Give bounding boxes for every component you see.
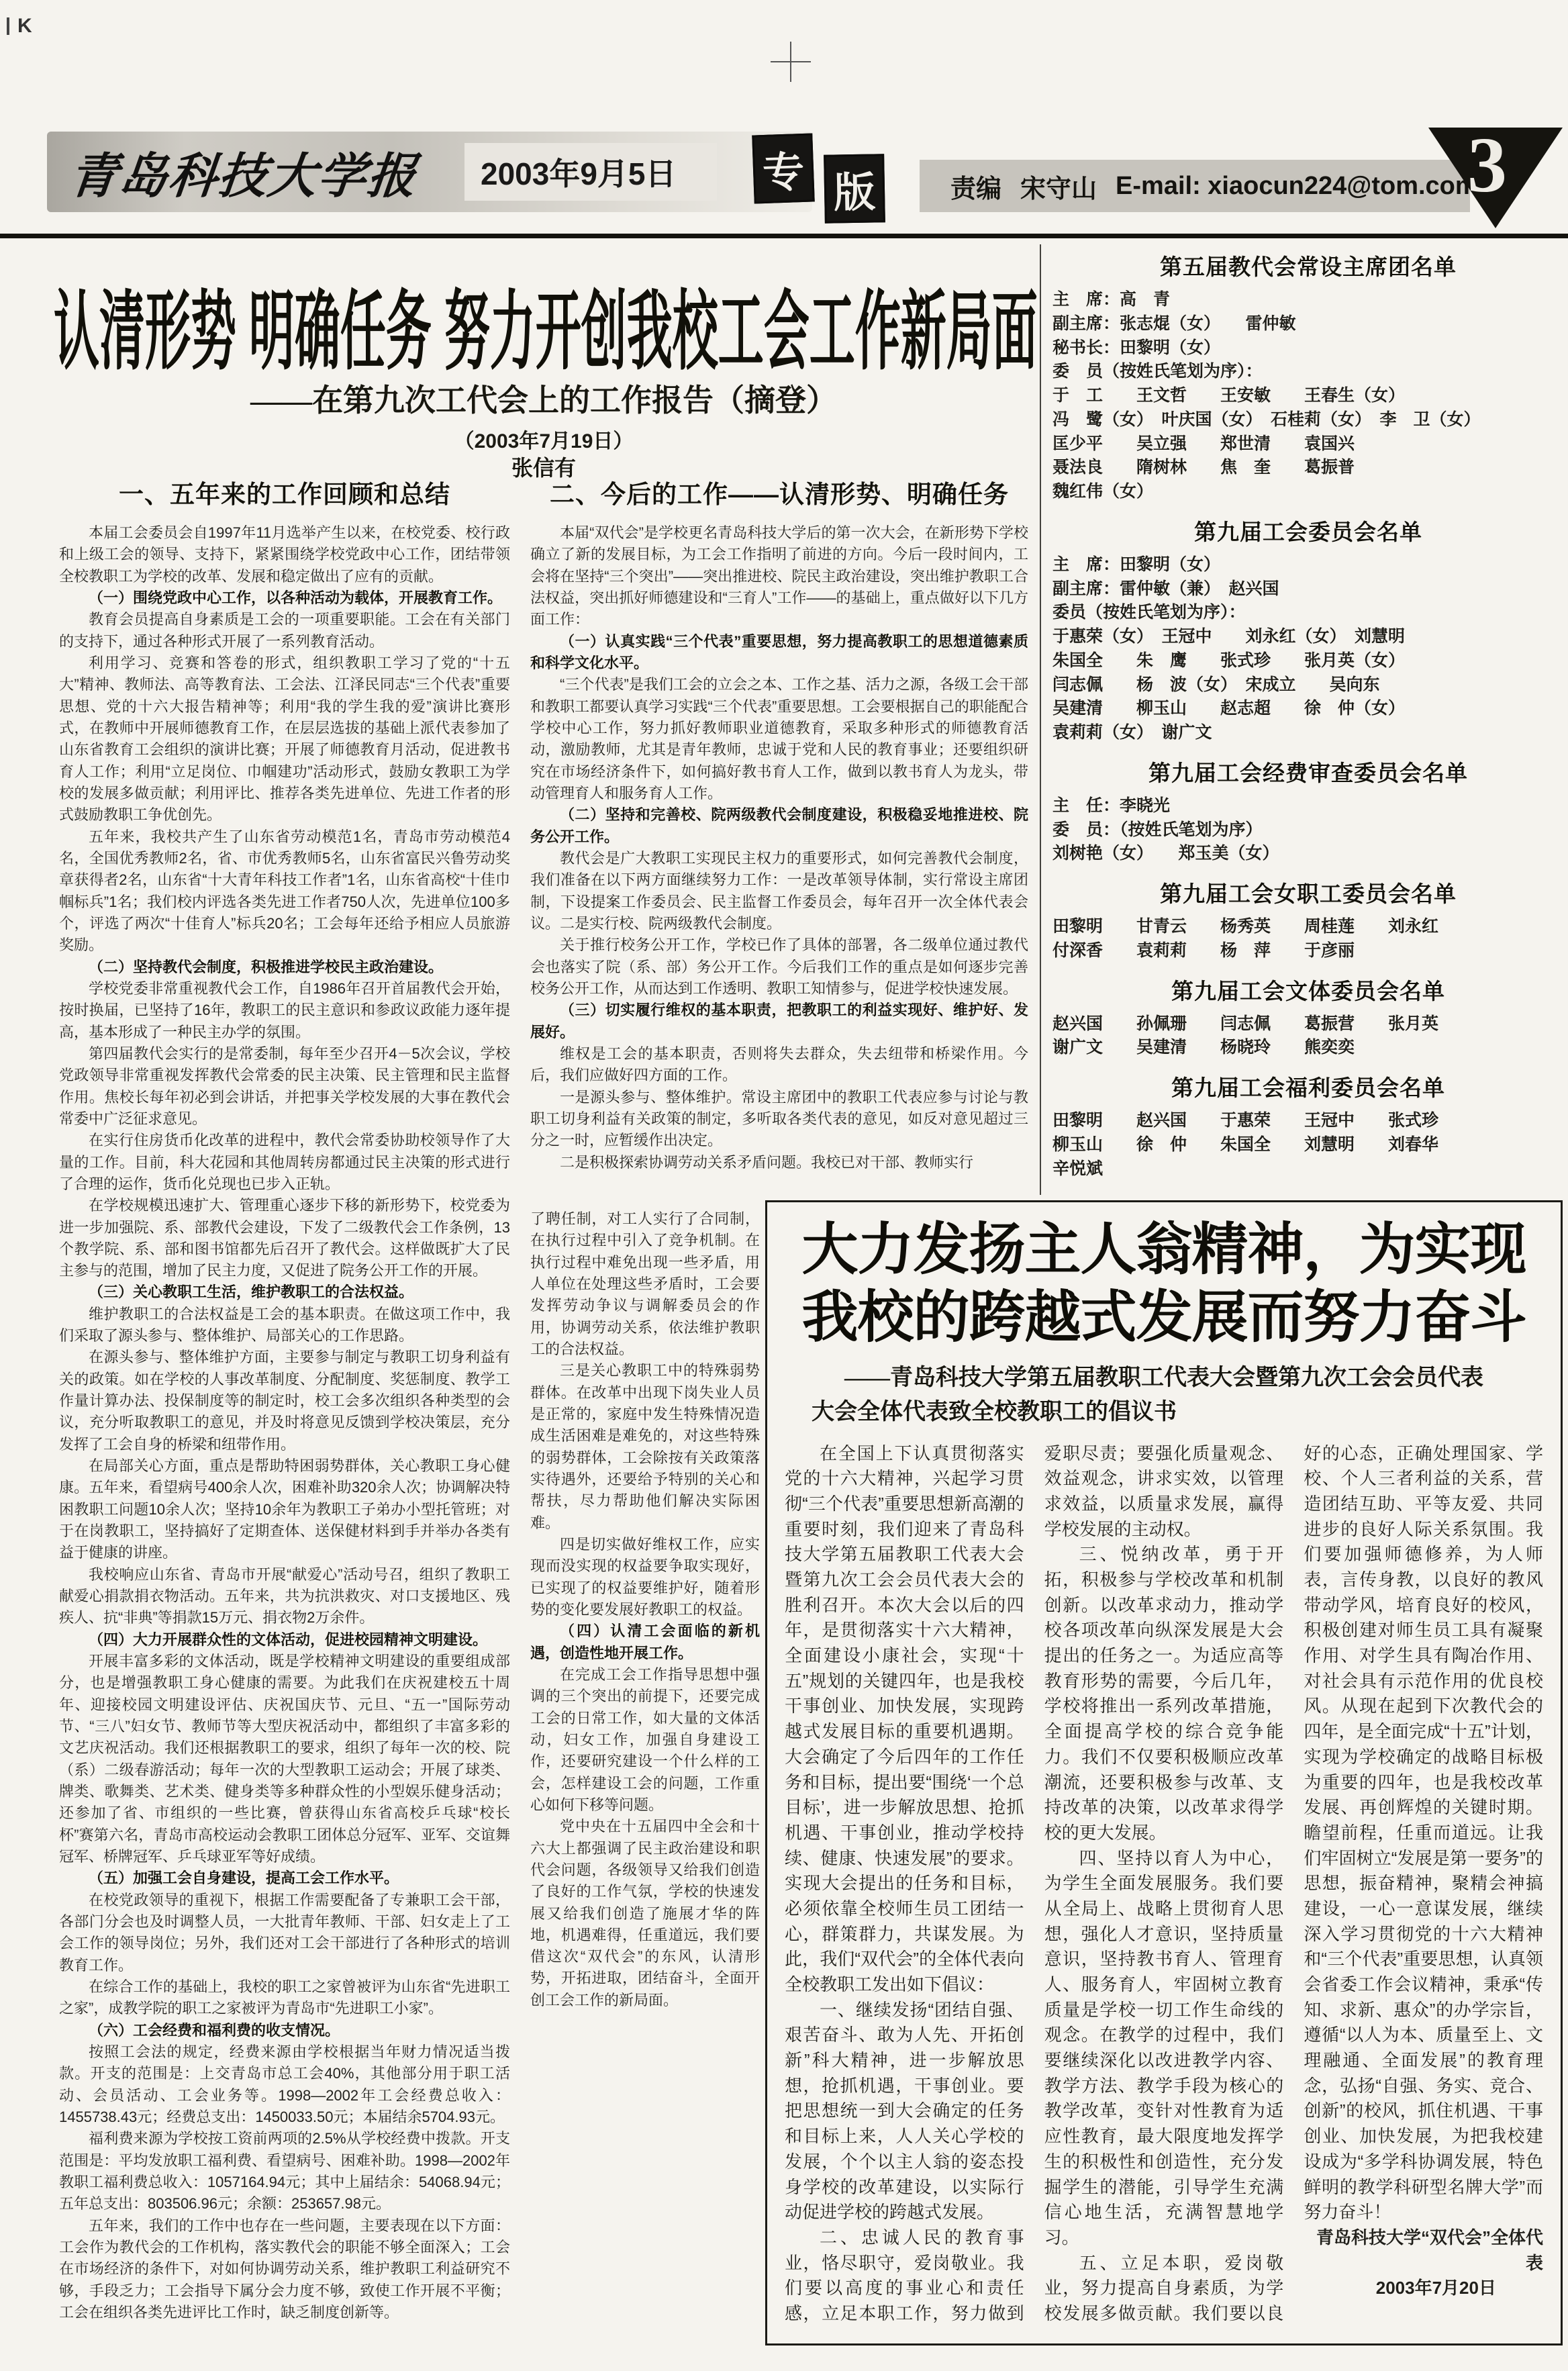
main-subtitle: ——在第九次工代会上的工作报告（摘登） [250, 383, 837, 418]
paragraph: 一、继续发扬“团结自强、艰苦奋斗、敢为人先、开拓创新”科大精神，进一步解放思想，抢抓机遇，干事创业。要把思想统一到大会确定的任务和目标上来，人人关心学校的发展，个个以主人翁的姿态投身学校的改革建设，以实际行动促进学校的跨越式发展。 [785, 1999, 1024, 2223]
committee-list-title: 第九届工会经费审查委员会名单 [1148, 760, 1468, 785]
committee-list-line: 主 席：田黎明（女） [1052, 555, 1221, 574]
issue-date: 2003年9月5日 [464, 143, 717, 201]
committee-list-line: 付深香 袁莉莉 杨 萍 于彦丽 [1052, 941, 1355, 960]
committee-list-line: 委 员（按姓氏笔划为序）： [1052, 362, 1263, 381]
paragraph: （四）大力开展群众性的文体活动，促进校园精神文明建设。 [89, 1631, 488, 1648]
paragraph: （三）切实履行维权的基本职责，把教职工的利益实现好、维护好、发展好。 [530, 1002, 1028, 1041]
committee-list [1052, 1071, 1564, 1181]
committee-list-line: 秘书长：田黎明（女） [1052, 338, 1221, 357]
main-headline: 认清形势 明确任务 努力开创我校工会工作新局面 [54, 283, 1038, 381]
edition-badge-zhuan: 专 [752, 133, 815, 203]
committee-list-line: 副主席：张志焜（女） 雷仲敏 [1052, 314, 1296, 333]
committee-list-line: 冯 鹭（女） 叶庆国（女） 石桂莉（女） 李 卫（女） [1052, 410, 1481, 429]
paragraph: 利用学习、竞赛和答卷的形式，组织教职工学习了党的“十五大”精神、教师法、高等教育法、工会法、江泽民同志“三个代表”重要思想、党的十六大报告精神等；利用“我的学生我的爱”演讲比赛形式，在教师中开展师德教育工作，在层层选拔的基础上派代表参加了山东省教育工会组织的演讲比赛；开展了师德教育月活动，促进教书育人工作；利用“立足岗位、巾帼建功”活动形式，鼓励女教职工为学校的发展多做贡献；利用评比、推荐各类先进单位、先进工作者的形式鼓励教职工争优创先。 [59, 654, 510, 824]
paragraph: （一）认真实践“三个代表”重要思想，努力提高教职工的思想道德素质和科学文化水平。 [530, 632, 1028, 671]
paragraph: （五）加强工会自身建设，提高工会工作水平。 [89, 1870, 399, 1887]
committee-list-line: 吴建清 柳玉山 赵志超 徐 仲（女） [1052, 699, 1406, 718]
paragraph: 关于推行校务公开工作，学校已作了具体的部署，各二级单位通过教代会也落实了院（系、部）务公开工作。今后我们工作的重点是如何逐步完善校务公开工作，从而达到工作透明、教职工知情参与，促进学校快速发展。 [530, 936, 1028, 997]
proposal-date: 2003年7月20日 [1375, 2278, 1496, 2299]
committee-list-line: 赵兴国 孙佩珊 闫志佩 葛振营 张月英 [1052, 1014, 1439, 1033]
paragraph: 四、坚持以育人为中心，为学生全面发展服务。我们要从全局上、战略上贯彻育人思想，强化人才意识，坚持质量意识，坚持教书育人、管理育人、服务育人，牢固树立教育质量是学校一切工作生命线的观念。在教学的过程中，我们要继续深化以改进教学内容、教学方法、教学手段为核心的教学改革，变针对性教育为适应性教育，最大限度地发挥学生的积极性和创造性，充分发掘学生的潜能，引导学生充满信心地生活，充满智慧地学习。 [1044, 1847, 1284, 2247]
paragraph: 党中央在十五届四中全会和十六大上都强调了民主政治建设和职代会问题，各级领导又给我们创造了良好的工作气氛，学校的快速发展又给我们创造了施展才华的阵地，机遇难得，任重道远，我们要借这次“双代会”的东风，认清形势，开拓进取，团结奋斗，全面开创工会工作的新局面。 [530, 1818, 760, 2009]
paragraph: （一）围绕党政中心工作，以各种活动为载体，开展教育工作。 [89, 589, 503, 606]
editor-line [920, 160, 1478, 212]
paragraph: 维权是工会的基本职责，否则将失去群众，失去纽带和桥梁作用。今后，我们应做好四方面的工作。 [530, 1045, 1028, 1084]
article-column-2-lower [530, 1208, 760, 2329]
committee-list-line: 聂法良 隋树林 焦 奎 葛振普 [1052, 458, 1355, 477]
paragraph: “三个代表”是我们工会的立会之本、工作之基、活力之源，各级工会干部和教职工都要认真学习实践“三个代表”重要思想。工会要根据自己的职能配合学校中心工作，努力抓好教师职业道德教育，采取多种形式的师德教育活动，激励教师，尤其是青年教师，忠诚于党和人民的教育事业；还要组织研究在市场经济条件下，如何搞好教书育人工作，做到以教书育人为龙头，带动管理育人和服务育人工作。 [530, 676, 1028, 802]
committee-list-line: 于 工 王文哲 王安敏 王春生（女） [1052, 387, 1406, 405]
committee-list-line: 主 席：高 青 [1052, 291, 1171, 309]
committee-lists-sidebar [1052, 239, 1564, 1192]
paragraph: 第四届教代会实行的是常委制，每年至少召开4－5次会议，学校党政领导非常重视发挥教代会常委的民主决策、民主管理和民主监督作用。焦校长每年初必到会讲话，并把事关学校发展的大事在教代会常委中广泛征求意见。 [59, 1045, 510, 1127]
paragraph: （四）认清工会面临的新机遇，创造性地开展工作。 [530, 1623, 760, 1661]
committee-list-line: 副主席：雷仲敏（兼） 赵兴国 [1052, 579, 1279, 598]
paragraph: 五年来，我们的工作中也存在一些问题，主要表现在以下方面：工会作为教代会的工作机构，落实教代会的职能不够全面深入；工会在市场经济的条件下，对如何协调劳动关系，维护教职工利益研究不够，手段乏力；工会指导下属分会力度不够，致使工作开展不平衡；工会在组织各类先进评比工作时，缺乏制度创新等。 [59, 2217, 510, 2321]
committee-list-line: 魏红伟（女） [1052, 483, 1154, 501]
proposal-subtitle [785, 1361, 1543, 1429]
committee-list [1052, 515, 1564, 745]
section2-body [530, 522, 1028, 1173]
committee-list-line: 委员（按姓氏笔划为序）： [1052, 603, 1246, 622]
section2-body-continued [530, 1208, 760, 2011]
proposal-subtitle-line1: ——青岛科技大学第五届教职工代表大会暨第九次工会会员代表 [844, 1365, 1483, 1390]
proposal-signature: 青岛科技大学“双代会”全体代表 [1316, 2227, 1543, 2273]
paragraph: 了聘任制，对工人实行了合同制，在执行过程中引入了竞争机制。在执行过程中难免出现一些矛盾，用人单位在处理这些矛盾时，工会要发挥劳动争议与调解委员会的作用，协调劳动关系，依法维护教职工的合法权益。 [530, 1210, 760, 1357]
paragraph: （二）坚持教代会制度，积极推进学校民主政治建设。 [89, 958, 444, 975]
committee-list-line: 闫志佩 杨 波（女） 宋成立 吴向东 [1052, 675, 1380, 694]
paragraph: 在源头参与、整体维护方面，主要参与制定与教职工切身利益有关的政策。如在学校的人事改革制度、分配制度、奖惩制度、教学工作量计算办法、投保制度等的制定时，校工会多次组织各种类型的会议，充分听取教职工的意见，并及时将意见反馈到学校决策层，充分发挥了工会自身的桥梁和纽带作用。 [59, 1349, 510, 1453]
paragraph: 在综合工作的基础上，我校的职工之家曾被评为山东省“先进职工之家”，成教学院的职工之家被评为青岛市“先进职工小家”。 [59, 1978, 510, 2017]
paragraph: 二、忠诚人民的教育事业，恪尽职守，爱岗敬业。我们要以高度的事业心和责任感，立足本职工作，努力做到爱职尽责；要强化质量观念、效益观念，讲求实效，以管理求效益，以质量求发展，赢得学校发展的主动权。 [785, 1443, 1284, 2323]
paragraph: 学校党委非常重视教代会工作，自1986年召开首届教代会开始，按时换届，已坚持了16年，教职工的民主意识和参政议政能力逐年提高，基本形成了一种民主办学的氛围。 [59, 979, 510, 1041]
paragraph: 在全国上下认真贯彻落实党的十六大精神，兴起学习贯彻“三个代表”重要思想新高潮的重要时刻，我们迎来了青岛科技大学第五届教职工代表大会暨第九次工会会员代表大会的胜利召开。本次大会以后的四年，是贯彻落实十六大精神，全面建设小康社会，实现“十五”规划的关键四年，也是我校干事创业、加快发展，实现跨越式发展目标的重要机遇期。大会确定了今后四年的工作任务和目标，提出要“围绕‘一个总目标’，进一步解放思想、抢抓机遇、干事创业，推动学校持续、健康、快速发展”的要求。实现大会提出的任务和目标，必须依靠全校师生员工团结一心，群策群力，共谋发展。为此，我们“双代会”的全体代表向全校教职工发出如下倡议： [785, 1443, 1024, 1995]
paragraph: （三）关心教职工生活，维护教职工的合法权益。 [89, 1284, 414, 1301]
committee-list [1052, 250, 1564, 504]
paragraph: 在完成工会工作指导思想中强调的三个突出的前提下，还要完成工会的日常工作，如大量的文体活动，妇女工作，加强自身建设工作，还要研究建设一个什么样的工会，怎样建设工会的问题，工作重心如何下移等问题。 [530, 1665, 760, 1813]
main-author: 张信有 [511, 456, 576, 480]
paragraph: 福利费来源为学校按工资前两项的2.5%从学校经费中拨款。开支范围是：平均发放职工福利费、看望病号、困难补助。1998—2002年教职工福利费总收入：1057164.94元；其中上届结余：54068.94元；五年总支出：803506.96元；余额：253657.98元。 [59, 2130, 510, 2213]
masthead-rule [0, 234, 1568, 238]
paragraph: 三是关心教职工中的特殊弱势群体。在改革中出现下岗失业人员是正常的，家庭中发生特殊情况造成生活困难是难免的，对这些特殊的弱势群体，工会除按有关政策落实待遇外，还要给予特别的关心和帮扶，尽力帮助他们解决实际困难。 [530, 1362, 760, 1531]
main-dateline: （2003年7月19日） [454, 430, 634, 452]
paragraph: 五年来，我校共产生了山东省劳动模范1名，青岛市劳动模范4名，全国优秀教师2名，省、市优秀教师5名，山东省富民兴鲁劳动奖章获得者2名，山东省“十大青年科技工作者”1名，山东省高校“十佳巾帼标兵”1名；我们校内评选各类先进工作者750人次，先进单位100多个，评选了两次“十佳育人”标兵20名；工会每年还给予相应人员旅游奖励。 [59, 828, 510, 954]
editor-label: 责编 [950, 175, 1002, 203]
committee-list-title: 第九届工会福利委员会名单 [1171, 1075, 1445, 1100]
committee-list-line: 谢广文 吴建清 杨晓玲 熊奕奕 [1052, 1038, 1355, 1057]
committee-list-title: 第五届教代会常设主席团名单 [1160, 254, 1457, 279]
committee-list-title: 第九届工会文体委员会名单 [1171, 978, 1445, 1004]
committee-list [1052, 877, 1564, 963]
committee-list-line: 匡少平 吴立强 郑世清 袁国兴 [1052, 434, 1355, 453]
editor-name: 宋守山 [1020, 175, 1097, 203]
paragraph: 在学校规模迅速扩大、管理重心逐步下移的新形势下，校党委为进一步加强院、系、部教代会建设，下发了二级教代会工作条例，13个教学院、系、部和图书馆都先后召开了教代会。这样做既扩大了民主参与的范围，增加了民主力度，又促进了院务公开工作的开展。 [59, 1197, 510, 1279]
masthead-band [47, 132, 812, 212]
page-number-triangle [1428, 118, 1563, 232]
edition-badge-ban: 版 [824, 154, 885, 224]
committee-list-line: 辛悦斌 [1052, 1159, 1104, 1178]
paragraph: 教育会员提高自身素质是工会的一项重要职能。工会在有关部门的支持下，通过各种形式开展了一系列教育活动。 [59, 611, 510, 650]
paragraph: （六）工会经费和福利费的收支情况。 [89, 2021, 340, 2039]
paragraph: 开展丰富多彩的文体活动，既是学校精神文明建设的重要组成部分，也是增强教职工身心健康的需要。为此我们在庆祝建校五十周年、迎接校园文明建设评估、庆祝国庆节、元旦、“五一”国际劳动节、“三八”妇女节、教师节等大型庆祝活动中，都组织了丰富多彩的文艺庆祝活动。我们还根据教职工的要求，组织了每年一次的校、院（系）二级春游活动；每年一次的大型教职工运动会；开展了球类、牌类、歌舞类、艺术类、健身类等多种群众性的小型娱乐健身活动；还参加了省、市组织的一些比赛，曾获得山东省高校乒乓球“校长杯”赛第六名，青岛市高校运动会教职工团体总分冠军、亚军、交谊舞冠军、桥牌冠军、乒乓球亚军等好成绩。 [59, 1653, 510, 1866]
page-number: 3 [1467, 121, 1507, 209]
paragraph: 本届“双代会”是学校更名青岛科技大学后的第一次大会，在新形势下学校确立了新的发展目标，为工会工作指明了前进的方向。今后一段时间内，工会将在坚持“三个突出”——突出推进校、院民主政治建设，突出维护教职工合法权益，突出抓好师德建设和“三育人”工作——的基础上，重点做好以下几方面工作： [530, 524, 1028, 628]
committee-list-line: 朱国全 朱 鹰 张式珍 张月英（女） [1052, 651, 1406, 670]
paragraph: 在局部关心方面，重点是帮助特困弱势群体，关心教职工身心健康。五年来，看望病号400余人次，困难补助320余人次；协调解决特困教职工问题10余人次；坚持10余年为教职工子弟办小型托管班；对于在岗教职工，坚持搞好了定期查体、送保健材料到手并举办各类有益于健康的讲座。 [59, 1457, 510, 1561]
committee-list-line: 刘树艳（女） 郑玉美（女） [1052, 844, 1279, 863]
paragraph: 按照工会法的规定，经费来源由学校根据当年财力情况适当拨款。开支的范围是：上交青岛市总工会40%，其他部分用于职工活动、会员活动、工会业务等。1998—2002年工会经费总收入：1455738.43元；经费总支出：1450033.50元；本届结余5704.93元。 [59, 2043, 510, 2125]
paragraph: 本届工会委员会自1997年11月选举产生以来，在校党委、校行政和上级工会的领导、支持下，紧紧围绕学校党政中心工作，团结带领全校教职工为学校的改革、发展和稳定做出了应有的贡献。 [59, 524, 510, 585]
committee-list-line: 田黎明 赵兴国 于惠荣 王冠中 张式珍 [1052, 1112, 1439, 1130]
paragraph: 三、悦纳改革，勇于开拓，积极参与学校改革和机制创新。以改革求动力，推动学校各项改革向纵深发展是大会提出的任务之一。为适应高等教育形势的需要，今后几年，学校将推出一系列改革措施，全面提高学校的综合竞争能力。我们不仅要积极顺应改革潮流，还要积极参与改革、支持改革的决策，以改革求得学校的更大发展。 [1044, 1544, 1284, 1843]
paper-name: 青岛科技大学报 [66, 150, 420, 203]
section1-heading: 一、五年来的工作回顾和总结 [119, 481, 450, 508]
committee-list-line: 袁莉莉（女） 谢广文 [1052, 724, 1212, 742]
section2-heading: 二、今后的工作——认清形势、明确任务 [550, 481, 1009, 508]
committee-list [1052, 974, 1564, 1061]
paragraph: 五、立足本职，爱岗敬业，努力提高自身素质，为学校发展多做贡献。我们要以良好的心态，正确处理国家、学校、个人三者利益的关系，营造团结互助、平等友爱、共同进步的良好人际关系氛围。我们要加强师德修养，为人师表，言传身教，以良好的教风带动学风，培育良好的校风，积极创建对师生员工具有凝聚作用、对学生具有陶冶作用、对社会具有示范作用的优良校风。从现在起到下次教代会的四年，是全面完成“十五”计划，实现为学校确定的战略目标极为重要的四年，也是我校改革发展、再创辉煌的关键时期。瞻望前程，任重而道远。让我们牢固树立“发展是第一要务”的思想，振奋精神，聚精会神搞建设，一心一意谋发展，继续深入学习贯彻党的十六大精神和“三个代表”重要思想，认真领会省委工作会议精神，秉承“传知、求新、惠众”的办学宗旨，遵循“以人为本、质量至上、文理融通、全面发展”的教育理念，弘扬“自强、务实、竞合、创新”的校风，抓住机遇、干事创业、加快发展，为把我校建设成为“多学科协调发展，特色鲜明的教学科研型名牌大学”而努力奋斗！ [1044, 1443, 1543, 2323]
edge-bar [7, 17, 9, 35]
proposal-body [785, 1441, 1543, 2327]
edge-mark-k: K [17, 15, 32, 37]
paragraph: 一是源头参与、整体维护。常设主席团中的教职工代表应参与讨论与教职工切身利益有关政策的制定，多听取各类代表的意见，如反对意见超过三分之一时，应暂缓作出决定。 [530, 1088, 1028, 1149]
editor-email: E-mail: xiaocun224@tom.com [1116, 171, 1478, 200]
committee-list-line: 委 员：（按姓氏笔划为序） [1052, 820, 1263, 839]
committee-list-line: 于惠荣（女） 王冠中 刘永红（女） 刘慧明 [1052, 628, 1406, 646]
article-column-1 [59, 474, 510, 2328]
paragraph: 维护教职工的合法权益是工会的基本职责。在做这项工作中，我们采取了源头参与、整体维护、局部关心的工作思路。 [59, 1305, 510, 1345]
committee-list-line: 主 任：李晓光 [1052, 796, 1171, 815]
paragraph: 教代会是广大教职工实现民主权力的重要形式，如何完善教代会制度，我们准备在以下两方面继续努力工作：一是改革领导体制，实行常设主席团制，下设提案工作委员会、民主监督工作委员会，每年召开一次全体代表会议。二是实行校、院两级教代会制度。 [530, 849, 1028, 932]
proposal-headline-line2: 我校的跨越式发展而努力奋斗 [801, 1285, 1526, 1349]
registration-cross-icon [771, 42, 811, 82]
paragraph: 在实行住房货币化改革的进程中，教代会常委协助校领导作了大量的工作。目前，科大花园和其他周转房都通过民主决策的形式进行了合理的运作，货币化兑现也已步入正轨。 [59, 1132, 510, 1192]
proposal-headline-line1: 大力发扬主人翁精神，为实现 [801, 1218, 1526, 1281]
proposal-article-box [765, 1200, 1563, 2345]
article-column-2-upper [530, 474, 1028, 1194]
sidebar-divider [1040, 244, 1041, 1195]
committee-list [1052, 756, 1564, 866]
committee-list-title: 第九届工会女职工委员会名单 [1160, 881, 1457, 906]
paragraph: 在校党政领导的重视下，根据工作需要配备了专兼职工会干部，各部门分会也及时调整人员，一大批青年教师、干部、妇女走上了工会工作的领导岗位；另外，我们还对工会干部进行了各种形式的培训教育工作。 [59, 1891, 510, 1974]
paragraph: 二是积极探索协调劳动关系矛盾问题。我校已对干部、教师实行 [560, 1153, 974, 1171]
committee-list-line: 田黎明 甘青云 杨秀英 周桂莲 刘永红 [1052, 918, 1439, 936]
committee-list-title: 第九届工会委员会名单 [1194, 519, 1422, 544]
proposal-subtitle-line2: 大会全体代表致全校教职工的倡议书 [812, 1399, 1177, 1424]
committee-list-line: 柳玉山 徐 仲 朱国全 刘慧明 刘春华 [1052, 1135, 1439, 1154]
paragraph: （二）坚持和完善校、院两级教代会制度建设，积极稳妥地推进校、院务公开工作。 [530, 806, 1028, 845]
paragraph: 四是切实做好维权工作，应实现而没实现的权益要争取实现好，已实现了的权益要维护好，随着形势的变化要发展好教职工的权益。 [530, 1535, 760, 1618]
section1-body [59, 522, 510, 2323]
paragraph: 我校响应山东省、青岛市开展“献爱心”活动号召，组织了教职工献爱心捐款捐衣物活动。五年来，共为抗洪救灾、对口支援地区、残疾人、抗“非典”等捐款15万元、捐衣物2万余件。 [59, 1565, 510, 1627]
